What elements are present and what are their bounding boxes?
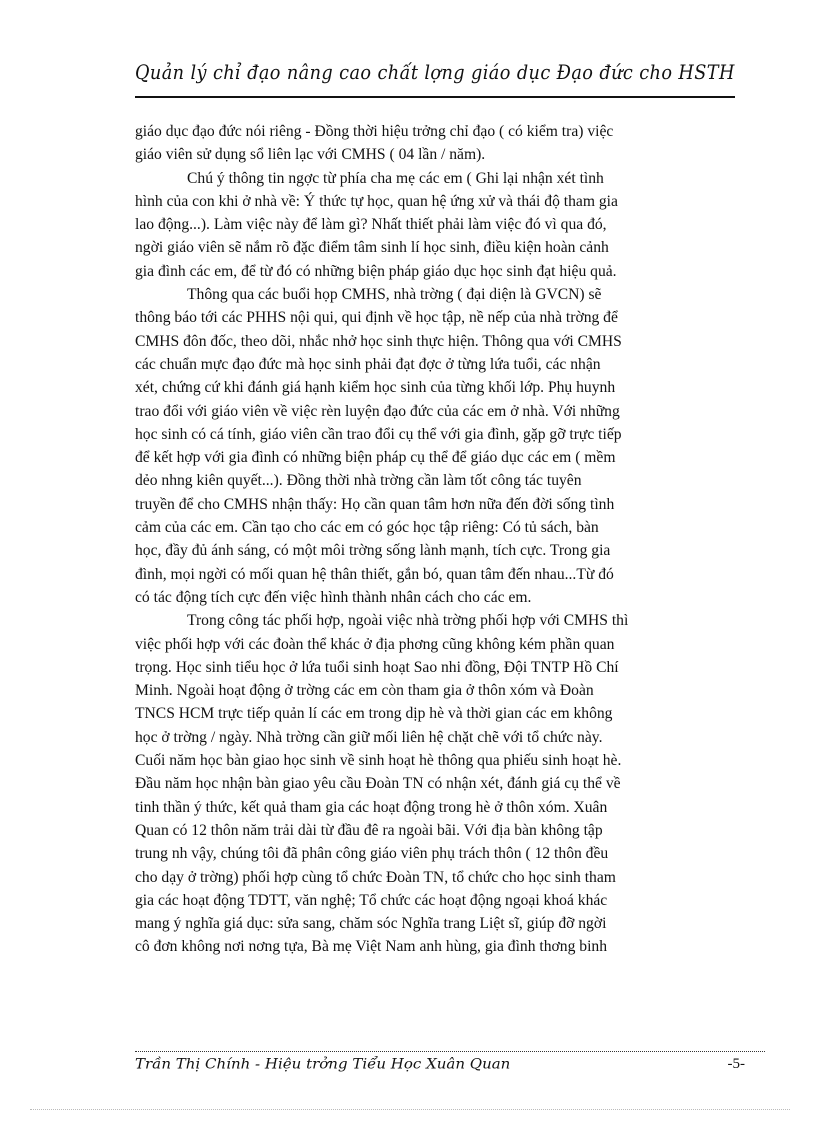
text-line: gia các hoạt động TDTT, văn nghệ; Tổ chức các hoạt động ngoại khoá khác — [135, 891, 608, 909]
text-line: thông báo tới các PHHS nội qui, qui định về học tập, nề nếp của nhà trờng để — [135, 309, 618, 327]
text-line: việc phối hợp với các đoàn thể khác ở địa phơng cũng không kém phần quan — [135, 635, 615, 653]
text-line: học sinh có cá tính, giáo viên cần trao đổi cụ thể với gia đình, gặp gỡ trực tiếp — [135, 425, 622, 443]
header-rule — [135, 96, 735, 98]
text-line: Chú ý thông tin ngợc từ phía cha mẹ các em ( Ghi lại nhận xét tình — [187, 169, 604, 187]
text-line: giáo viên sử dụng sổ liên lạc với CMHS ( 04 lần / năm). — [135, 146, 486, 164]
text-line: cảm của các em. Cần tạo cho các em có góc học tập riêng: Có tủ sách, bàn — [135, 519, 599, 537]
footer-rule — [135, 1051, 765, 1052]
text-line: học ở trờng / ngày. Nhà trờng cần giữ mối liên hệ chặt chẽ với tổ chức này. — [135, 728, 603, 746]
text-line: mang ý nghĩa giá dục: sửa sang, chăm sóc Nghĩa trang Liệt sĩ, giúp đỡ ngời — [135, 915, 607, 933]
text-line: Đầu năm học nhận bàn giao yêu cầu Đoàn TN có nhận xét, đánh giá cụ thể về — [135, 775, 621, 793]
page-number: -5- — [727, 1056, 745, 1072]
text-line: các chuẩn mực đạo đức mà học sinh phải đạt đợc ở từng lứa tuổi, các nhận — [135, 355, 601, 373]
text-line: hình của con khi ở nhà về: Ý thức tự học, quan hệ ứng xử và thái độ tham gia — [135, 192, 618, 210]
text-line: Thông qua các buổi họp CMHS, nhà trờng ( đại diện là GVCN) sẽ — [187, 286, 602, 304]
text-line: đình, mọi ngời có mối quan hệ thân thiết, gắn bó, quan tâm đến nhau...Từ đó — [135, 565, 614, 583]
header-title: Quản lý chỉ đạo nâng cao chất lợng giáo dục Đạo đức cho HSTH — [135, 62, 735, 85]
text-line: cho dạy ở trờng) phối hợp cùng tổ chức Đoàn TN, tổ chức cho học sinh tham — [135, 868, 616, 886]
text-line: có tác động tích cực đến việc hình thành nhân cách cho các em. — [135, 588, 532, 606]
text-line: TNCS HCM trực tiếp quản lí các em trong dịp hè và thời gian các em không — [135, 705, 613, 723]
text-line: trọng. Học sinh tiểu học ở lứa tuổi sinh hoạt Sao nhi đồng, Đội TNTP Hồ Chí — [135, 658, 619, 676]
text-line: Quan có 12 thôn năm trải dài từ đầu đê ra ngoài bãi. Với địa bàn không tập — [135, 821, 603, 839]
page-footer — [135, 1056, 765, 1080]
footer-author: Trần Thị Chính - Hiệu trởng Tiểu Học Xuân Quan — [135, 1056, 511, 1073]
text-line: Trong công tác phối hợp, ngoài việc nhà trờng phối hợp với CMHS thì — [187, 612, 629, 630]
text-line: CMHS đôn đốc, theo dõi, nhắc nhở học sinh thực hiện. Thông qua với CMHS — [135, 332, 622, 350]
body-text — [135, 120, 765, 959]
text-line: tinh thần ý thức, kết quả tham gia các hoạt động trong hè ở thôn xóm. Xuân — [135, 798, 608, 816]
text-line: xét, chứng cứ khi đánh giá hạnh kiểm học sinh của từng khối lớp. Phụ huynh — [135, 379, 616, 397]
text-line: Minh. Ngoài hoạt động ở trờng các em còn tham gia ở thôn xóm và Đoàn — [135, 682, 594, 700]
text-line: học, đầy đủ ánh sáng, có một môi trờng sống lành mạnh, tích cực. Trong gia — [135, 542, 611, 560]
text-line: giáo dục đạo đức nói riêng - Đồng thời hiệu trởng chỉ đạo ( có kiểm tra) việc — [135, 123, 614, 140]
text-line: trung nh vậy, chúng tôi đã phân công giáo viên phụ trách thôn ( 12 thôn đều — [135, 845, 609, 863]
text-line: Cuối năm học bàn giao học sinh về sinh hoạt hè thông qua phiếu sinh hoạt hè. — [135, 752, 622, 770]
text-line: truyền để cho CMHS nhận thấy: Họ cần quan tâm hơn nữa đến đời sống tình — [135, 495, 615, 513]
text-line: để kết hợp với gia đình có những biện pháp cụ thể để giáo dục các em ( mềm — [135, 449, 616, 467]
page-bottom-rule — [30, 1109, 790, 1110]
text-line: trao đổi với giáo viên về việc rèn luyện đạo đức của các em ở nhà. Với những — [135, 402, 620, 420]
page-header — [135, 62, 735, 96]
text-line: ngời giáo viên sẽ nắm rõ đặc điểm tâm sinh lí học sinh, điều kiện hoàn cảnh — [135, 239, 609, 257]
text-line: gia đình các em, để từ đó có những biện pháp giáo dục học sinh đạt hiệu quả. — [135, 262, 617, 280]
text-line: lao động...). Làm việc này để làm gì? Nhất thiết phải làm việc đó vì qua đó, — [135, 216, 607, 234]
text-line: dẻo nhng kiên quyết...). Đồng thời nhà trờng cần làm tốt công tác tuyên — [135, 472, 582, 490]
text-line: cô đơn không nơi nơng tựa, Bà mẹ Việt Nam anh hùng, gia đình thơng binh — [135, 938, 608, 956]
